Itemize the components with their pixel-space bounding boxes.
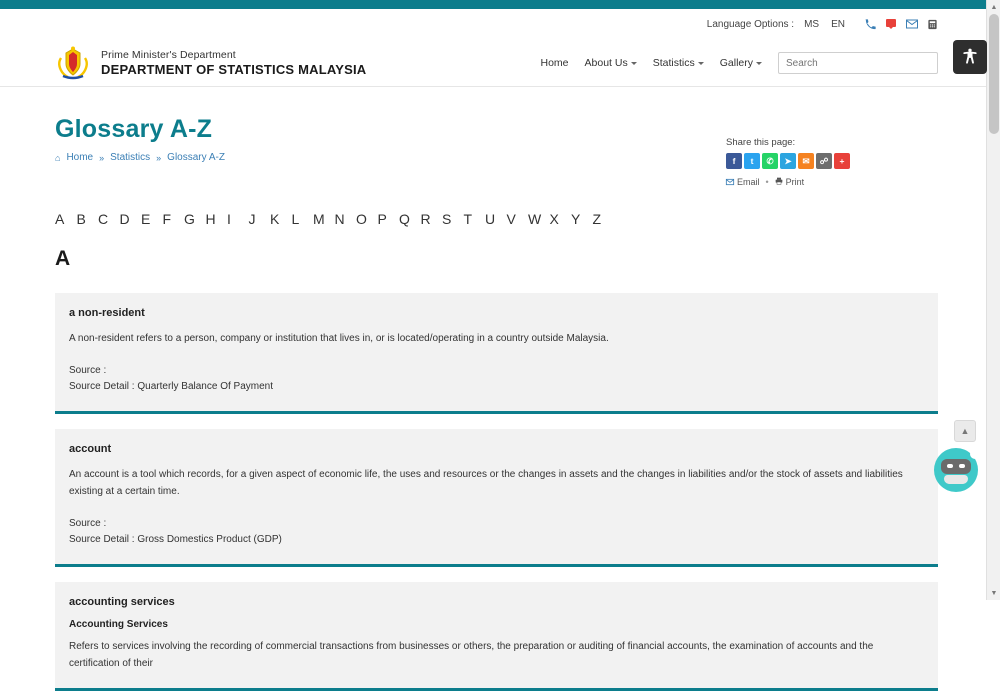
alphabet-letter-t[interactable]: T — [463, 211, 473, 227]
glossary-definition: An account is a tool which records, for a given aspect of economic life, the uses and resources or the changes in assets and the changes in liabilities and/or the stock of assets and liabilities existing at a certain time. — [69, 469, 903, 497]
breadcrumb-item-home[interactable]: Home — [66, 152, 94, 163]
header-divider — [0, 86, 1000, 87]
top-accent-bar — [0, 0, 1000, 9]
chatbot-eye-right — [959, 464, 965, 468]
email-link-label: Email — [737, 177, 760, 187]
glossary-card — [55, 293, 938, 414]
alphabet-letter-x[interactable]: X — [549, 211, 560, 227]
scrollbar-thumb[interactable] — [989, 14, 999, 134]
glossary-term: accounting services — [69, 596, 175, 608]
share-icon-row — [726, 153, 938, 169]
chat-icon[interactable] — [885, 18, 897, 30]
mail-icon — [726, 177, 734, 187]
alphabet-letter-n[interactable]: N — [334, 211, 345, 227]
nav-item-gallery-label: Gallery — [719, 57, 753, 69]
alphabet-letter-z[interactable]: Z — [592, 211, 602, 227]
scroll-up-arrow[interactable]: ▲ — [990, 3, 998, 11]
mail-icon[interactable] — [906, 19, 918, 29]
alphabet-letter-e[interactable]: E — [141, 211, 151, 227]
language-option-en[interactable]: EN — [831, 18, 845, 30]
facebook-share-icon[interactable]: f — [726, 153, 742, 169]
malaysia-coat-of-arms-logo — [55, 46, 91, 80]
glossary-source — [69, 516, 924, 548]
glossary-list — [55, 293, 938, 691]
nav-item-statistics-label: Statistics — [652, 57, 695, 69]
glossary-card — [55, 429, 938, 567]
glossary-definition: Refers to services involving the recording of commercial transactions from businesses or others, the preparation or auditing of financial accounts, the examination of accounts and the certification of their — [69, 641, 874, 669]
link-share-icon[interactable]: ☍ — [816, 153, 832, 169]
glossary-source — [69, 363, 924, 395]
print-link-label: Print — [785, 177, 805, 187]
nav-item-about-us[interactable] — [585, 57, 637, 69]
alphabet-letter-a[interactable]: A — [55, 211, 65, 227]
chatbot-eye-left — [947, 464, 953, 468]
print-link[interactable] — [775, 177, 805, 187]
alphabet-index — [55, 211, 938, 227]
page-scrollbar[interactable] — [986, 0, 1000, 600]
twitter-share-icon[interactable]: t — [744, 153, 760, 169]
search-input[interactable] — [778, 52, 938, 74]
telegram-share-icon[interactable]: ➤ — [780, 153, 796, 169]
page-content — [0, 115, 1000, 691]
alphabet-letter-u[interactable]: U — [485, 211, 496, 227]
nav-item-gallery[interactable] — [720, 57, 762, 69]
glossary-source-detail — [69, 532, 924, 548]
glossary-source-label: Source : — [69, 365, 107, 376]
glossary-source-detail-value: Quarterly Balance Of Payment — [137, 381, 273, 392]
chatbot-bubble — [970, 449, 982, 459]
alphabet-letter-c[interactable]: C — [98, 211, 109, 227]
chevron-down-icon — [698, 62, 704, 65]
alphabet-letter-h[interactable]: H — [205, 211, 216, 227]
glossary-term: account — [69, 443, 112, 455]
language-options-label: Language Options : — [706, 18, 795, 30]
brand-text — [101, 49, 366, 77]
alphabet-letter-l[interactable]: L — [291, 211, 300, 227]
more-share-icon[interactable]: + — [834, 153, 850, 169]
breadcrumb-separator: » — [156, 152, 162, 163]
site-header — [0, 39, 1000, 87]
glossary-source-detail-label: Source Detail : — [69, 534, 135, 545]
utility-bar — [0, 9, 1000, 39]
glossary-term: a non-resident — [69, 307, 145, 319]
share-links-separator: • — [765, 177, 769, 187]
main-navigation — [541, 52, 939, 74]
nav-item-home-label: Home — [540, 57, 569, 69]
breadcrumb-separator: » — [99, 152, 105, 163]
whatsapp-share-icon[interactable]: ✆ — [762, 153, 778, 169]
chatbot-body — [944, 475, 968, 484]
utility-icon-group — [865, 18, 938, 30]
alphabet-letter-r[interactable]: R — [420, 211, 431, 227]
nav-item-statistics[interactable] — [653, 57, 704, 69]
phone-icon[interactable] — [865, 19, 876, 30]
back-to-top-button[interactable]: ▲ — [954, 420, 976, 442]
calculator-icon[interactable] — [927, 19, 938, 30]
share-panel — [726, 137, 938, 187]
alphabet-letter-j[interactable]: J — [248, 211, 256, 227]
breadcrumb-item-glossary: Glossary A-Z — [167, 152, 225, 163]
alphabet-letter-o[interactable]: O — [356, 211, 368, 227]
share-links — [726, 177, 938, 187]
alphabet-letter-g[interactable]: G — [184, 211, 196, 227]
chevron-down-icon — [756, 62, 762, 65]
alphabet-letter-y[interactable]: Y — [571, 211, 581, 227]
scroll-down-arrow[interactable]: ▼ — [990, 589, 998, 597]
chatbot-head — [941, 459, 971, 474]
alphabet-letter-w[interactable]: W — [528, 211, 542, 227]
alphabet-letter-f[interactable]: F — [162, 211, 172, 227]
glossary-subheading: Accounting Services — [69, 619, 168, 630]
section-letter-heading: A — [55, 247, 71, 270]
alphabet-letter-s[interactable]: S — [442, 211, 452, 227]
chevron-down-icon — [631, 62, 637, 65]
glossary-definition: A non-resident refers to a person, company or institution that lives in, or is located/operating in a country outside Malaysia. — [69, 333, 609, 344]
nav-item-about-us-label: About Us — [584, 57, 628, 69]
brand-line1: Prime Minister's Department — [101, 49, 236, 61]
accessibility-icon[interactable] — [953, 40, 987, 74]
email-link[interactable] — [726, 177, 760, 187]
alphabet-letter-m[interactable]: M — [313, 211, 325, 227]
brand-line2: DEPARTMENT OF STATISTICS MALAYSIA — [101, 62, 367, 77]
alphabet-letter-b[interactable]: B — [76, 211, 87, 227]
page-title: Glossary A-Z — [55, 115, 213, 143]
alphabet-letter-i[interactable]: I — [227, 211, 232, 227]
glossary-source-label: Source : — [69, 518, 107, 529]
glossary-source-detail-value: Gross Domestics Product (GDP) — [137, 534, 282, 545]
share-title: Share this page: — [726, 137, 796, 148]
alphabet-letter-q[interactable]: Q — [399, 211, 411, 227]
chatbot-icon[interactable] — [934, 448, 978, 492]
printer-icon — [775, 177, 783, 187]
glossary-card — [55, 582, 938, 691]
alphabet-letter-d[interactable]: D — [119, 211, 130, 227]
alphabet-letter-p[interactable]: P — [377, 211, 388, 227]
brand-block[interactable] — [55, 46, 366, 80]
language-option-ms[interactable]: MS — [804, 18, 820, 30]
breadcrumb-item-statistics[interactable]: Statistics — [110, 152, 151, 163]
nav-item-home[interactable] — [541, 57, 569, 69]
alphabet-letter-k[interactable]: K — [270, 211, 280, 227]
glossary-source-detail — [69, 379, 924, 395]
glossary-source-detail-label: Source Detail : — [69, 381, 135, 392]
home-icon: ⌂ — [55, 152, 61, 163]
email-share-icon[interactable]: ✉ — [798, 153, 814, 169]
alphabet-letter-v[interactable]: V — [506, 211, 517, 227]
